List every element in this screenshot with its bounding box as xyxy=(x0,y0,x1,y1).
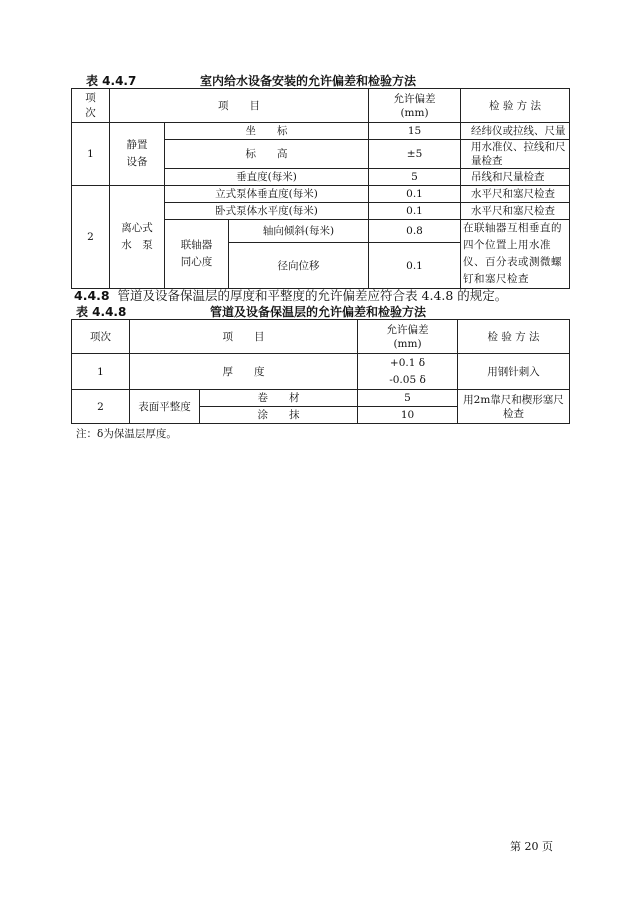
group-index: 1 xyxy=(72,123,110,186)
table-row xyxy=(72,186,570,203)
header-tolerance: 允许偏差 (mm) xyxy=(358,320,458,354)
header-item: 项 目 xyxy=(130,320,358,354)
method-cell: 水平尺和塞尺检查 xyxy=(461,186,570,203)
item-cell: 表面平整度 xyxy=(130,390,200,424)
table-4-4-8-title: 管道及设备保温层的允许偏差和检验方法 xyxy=(210,305,427,319)
tolerance-cell: 15 xyxy=(369,123,461,140)
method-cell: 吊线和尺量检查 xyxy=(461,169,570,186)
header-method: 检 验 方 法 xyxy=(458,320,570,354)
header-method: 检 验 方 法 xyxy=(461,89,570,123)
method-cell: 用水准仪、拉线和尺量检查 xyxy=(461,140,570,169)
method-cell: 用2m靠尺和楔形塞尺检查 xyxy=(458,390,570,424)
clause-text: 管道及设备保温层的厚度和平整度的允许偏差应符合表 4.4.8 的规定。 xyxy=(117,288,508,303)
tolerance-cell: 0.1 xyxy=(369,203,461,220)
item-cell: 标 高 xyxy=(165,140,369,169)
clause-paragraph xyxy=(74,286,507,304)
item-cell: 坐 标 xyxy=(165,123,369,140)
item-cell: 轴向倾斜(每米) xyxy=(229,220,369,243)
tolerance-cell: +0.1 δ -0.05 δ xyxy=(358,354,458,390)
method-cell: 经纬仪或拉线、尺量 xyxy=(461,123,570,140)
header-index: 项次 xyxy=(72,320,130,354)
group-name: 离心式水 泵 xyxy=(110,186,165,289)
table-4-4-7-number: 表 4.4.7 xyxy=(86,74,137,88)
table-4-4-8-number: 表 4.4.8 xyxy=(76,305,127,319)
clause-number: 4.4.8 xyxy=(74,288,110,303)
header-tolerance: 允许偏差 (mm) xyxy=(369,89,461,123)
tolerance-cell: ±5 xyxy=(369,140,461,169)
table-row xyxy=(72,354,570,390)
item-cell: 立式泵体垂直度(每米) xyxy=(165,186,369,203)
method-cell: 用钢针刺入 xyxy=(458,354,570,390)
coupling-name: 联轴器同心度 xyxy=(165,220,229,289)
group-name: 静置设备 xyxy=(110,123,165,186)
item-cell: 径向位移 xyxy=(229,243,369,289)
method-cell: 水平尺和塞尺检查 xyxy=(461,203,570,220)
method-cell-merged: 在联轴器互相垂直的四个位置上用水准仪、百分表或测微螺钉和塞尺检查 xyxy=(461,220,570,289)
group-index: 2 xyxy=(72,186,110,289)
tolerance-cell: 0.1 xyxy=(369,186,461,203)
index-cell: 2 xyxy=(72,390,130,424)
header-item: 项 目 xyxy=(110,89,369,123)
sub-item-cell: 涂 抹 xyxy=(200,407,358,424)
tolerance-cell: 10 xyxy=(358,407,458,424)
table-4-4-7-title: 室内给水设备安装的允许偏差和检验方法 xyxy=(200,74,417,88)
tolerance-cell: 5 xyxy=(358,390,458,407)
tolerance-cell: 5 xyxy=(369,169,461,186)
tolerance-cell: 0.8 xyxy=(369,220,461,243)
tolerance-cell: 0.1 xyxy=(369,243,461,289)
table-4-4-7 xyxy=(71,88,570,289)
table-header-row xyxy=(72,320,570,354)
table-4-4-8 xyxy=(71,319,570,424)
item-cell: 卧式泵体水平度(每米) xyxy=(165,203,369,220)
header-index: 项次 xyxy=(72,89,110,123)
item-cell: 垂直度(每米) xyxy=(165,169,369,186)
table-row xyxy=(72,123,570,140)
sub-item-cell: 卷 材 xyxy=(200,390,358,407)
table-note: 注：δ为保温层厚度。 xyxy=(76,428,177,440)
table-row xyxy=(72,390,570,407)
index-cell: 1 xyxy=(72,354,130,390)
page-number: 第 20 页 xyxy=(510,840,553,853)
table-header-row xyxy=(72,89,570,123)
item-cell: 厚 度 xyxy=(130,354,358,390)
